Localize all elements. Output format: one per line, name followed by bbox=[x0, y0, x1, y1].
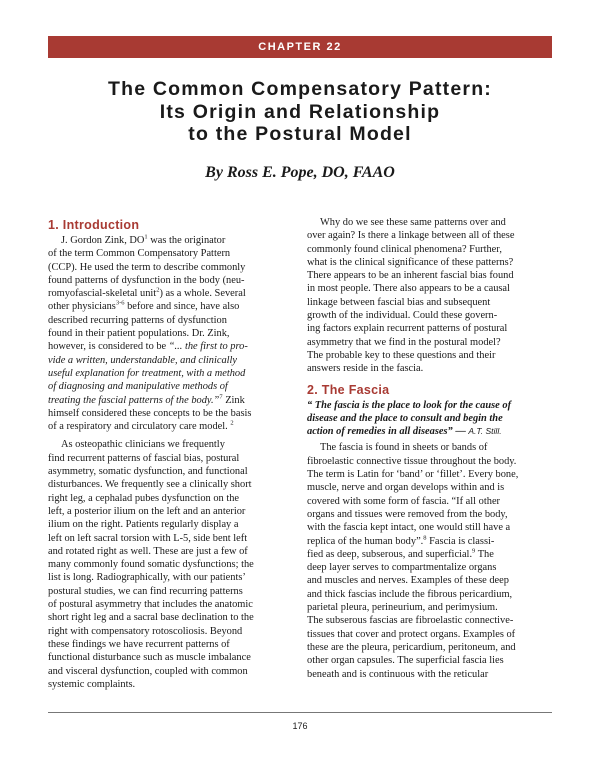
text-line: in most people. There also appears to be a causal bbox=[307, 283, 510, 295]
text-line: growth of the individual. Could these govern- bbox=[307, 310, 498, 322]
text-line: short right leg and a sacral base declination to the bbox=[48, 612, 254, 624]
text-line: list is long. Radiographically, with our patients’ bbox=[48, 572, 246, 584]
text-line: other organ capsules. The superficial fascia lies bbox=[307, 655, 504, 667]
quote-line: of diagnosing and manipulative methods of bbox=[48, 381, 228, 393]
text-line: treating the fascial patterns of the body.”$^7$ Zink bbox=[48, 393, 245, 406]
text-line: covered with some form of fascia. “If all other bbox=[307, 495, 501, 507]
text-line: over again? Is there a linkage between all of these bbox=[307, 230, 515, 242]
author-byline: By Ross E. Pope, DO, FAAO bbox=[205, 164, 395, 181]
text-line: systemic complaints. bbox=[48, 678, 136, 690]
text-line: fibroelastic connective tissue throughout the body. bbox=[307, 455, 517, 467]
text-line: tissues that cover and protect organs. Examples of bbox=[307, 628, 516, 640]
text-line: There appears to be an inherent fascial bias found bbox=[307, 270, 514, 282]
text-line: asymmetry, somatic dysfunction, and functional bbox=[48, 466, 248, 478]
text-line: however, is considered to be “... the first to pro- bbox=[48, 341, 248, 353]
text-line: left on left sacral torsion with L-5, side bent left bbox=[48, 532, 248, 544]
text-line: left, a posterior ilium on the left and an anterior bbox=[48, 505, 246, 517]
title-line-1: The Common Compensatory Pattern: bbox=[107, 78, 493, 100]
text-line: ilium on the right. Patients regularly display a bbox=[48, 519, 239, 531]
text-line: As osteopathic clinicians we frequently bbox=[61, 439, 225, 451]
text-line: parietal pleura, perineurium, and perimysium. bbox=[307, 602, 498, 614]
text-line: fied as deep, subserous, and superficial.$^9$ The bbox=[307, 547, 494, 560]
page-title bbox=[48, 78, 552, 146]
text-line: many commonly found somatic dysfunctions; the bbox=[48, 559, 254, 571]
text-line: The fascia is found in sheets or bands of bbox=[320, 442, 488, 454]
section-heading-fascia: 2. The Fascia bbox=[307, 382, 390, 397]
text-line: and muscles and nerves. Examples of these deep bbox=[307, 575, 509, 587]
epigraph-line: “ The fascia is the place to look for the cause of bbox=[307, 399, 512, 411]
chapter-banner: CHAPTER 22 bbox=[48, 36, 552, 58]
text-line: J. Gordon Zink, $DO^1$ was the originator bbox=[61, 233, 226, 246]
text-line: (CCP). He used the term to describe commonly bbox=[48, 261, 246, 273]
text-line: and visceral dysfunction, coupled with common bbox=[48, 665, 248, 677]
text-line: of postural asymmetry that includes the anatomic bbox=[48, 599, 253, 611]
text-line: commonly found clinical phenomena? Further, bbox=[307, 243, 502, 255]
text-line: and rotated right as well. These are just a few of bbox=[48, 545, 248, 557]
text-line: answers reside in the fascia. bbox=[307, 363, 424, 375]
text-line: beneath and is continuous with the reticular bbox=[307, 668, 489, 680]
text-line: muscle, nerve and organ develops within and is bbox=[307, 482, 505, 494]
text-line: linkage between fascial bias and subsequent bbox=[307, 296, 491, 308]
text-line: right with compensatory rotoscoliosis. Beyond bbox=[48, 625, 243, 637]
text-line: deep layer serves to compartmentalize organs bbox=[307, 562, 497, 574]
text-line: himself considered these concepts to be the basis bbox=[48, 407, 252, 419]
text-line: organs and tissues were removed from the body, bbox=[307, 508, 508, 520]
text-line: The probable key to these questions and their bbox=[307, 349, 496, 361]
text-line: these findings we have recurrent patterns of bbox=[48, 638, 230, 650]
text-line: The term is Latin for ‘band’ or ‘fillet’. Every bone, bbox=[307, 469, 519, 481]
title-line-2: Its Origin and Relationship bbox=[159, 100, 441, 123]
text-line: Why do we see these same patterns over and bbox=[320, 217, 506, 228]
text-line: replica of the human body”.$^8$ Fascia is classi- bbox=[307, 534, 495, 547]
text-line: what is the clinical significance of these patterns? bbox=[307, 256, 514, 268]
text-line: The subserous fascias are fibroelastic connective- bbox=[307, 615, 514, 627]
text-line: asymmetry that we find in the postural model? bbox=[307, 336, 501, 348]
text-line: and thick fascias include the fibrous pericardium, bbox=[307, 588, 513, 600]
text-line: found in their patient populations. Dr. Zink, bbox=[48, 328, 230, 340]
epigraph-line: disease and the place to consult and begin the bbox=[307, 412, 503, 424]
right-column bbox=[307, 216, 557, 681]
text-line: described recurring patterns of dysfunction bbox=[48, 314, 227, 326]
title-line-3: to the Postural Model bbox=[188, 123, 412, 145]
quote-line: useful explanation for treatment, with a method bbox=[48, 367, 246, 379]
footer-rule bbox=[48, 712, 552, 713]
text-line: found patterns of dysfunction in the body (neu- bbox=[48, 274, 245, 286]
text-line: functional disturbance such as muscle imbalance bbox=[48, 652, 251, 664]
quote-line: vide a written, understandable, and clinically bbox=[48, 354, 238, 366]
text-line: postural studies, we can find recurring patterns bbox=[48, 585, 243, 597]
section-heading-introduction: 1. Introduction bbox=[48, 218, 140, 232]
page-number: 176 bbox=[292, 721, 308, 731]
text-line: of the term Common Compensatory Pattern bbox=[48, 248, 231, 260]
text-line: ing factors explain recurrent patterns of postural bbox=[307, 323, 508, 335]
left-column bbox=[48, 216, 298, 691]
text-line: other physicians$^{3-6}$ before and since, have also bbox=[48, 300, 240, 313]
text-line: find recurrent patterns of fascial bias, postural bbox=[48, 452, 240, 464]
text-line: with the fascia kept intact, one would still have a bbox=[307, 522, 511, 534]
epigraph-line: action of remedies in all diseases” — A.T. Still. bbox=[307, 426, 502, 438]
text-line: of a respiratory and circulatory care model. $^2$ bbox=[48, 419, 234, 433]
text-line: romyofascial-skeletal unit$^2$) as a whole. Several bbox=[48, 286, 246, 300]
text-line: right leg, a cephalad pubes dysfunction on the bbox=[48, 492, 240, 504]
text-line: these are the pleura, pericardium, peritoneum, and bbox=[307, 641, 516, 653]
text-line: disturbances. We frequently see a clinically short bbox=[48, 479, 252, 491]
